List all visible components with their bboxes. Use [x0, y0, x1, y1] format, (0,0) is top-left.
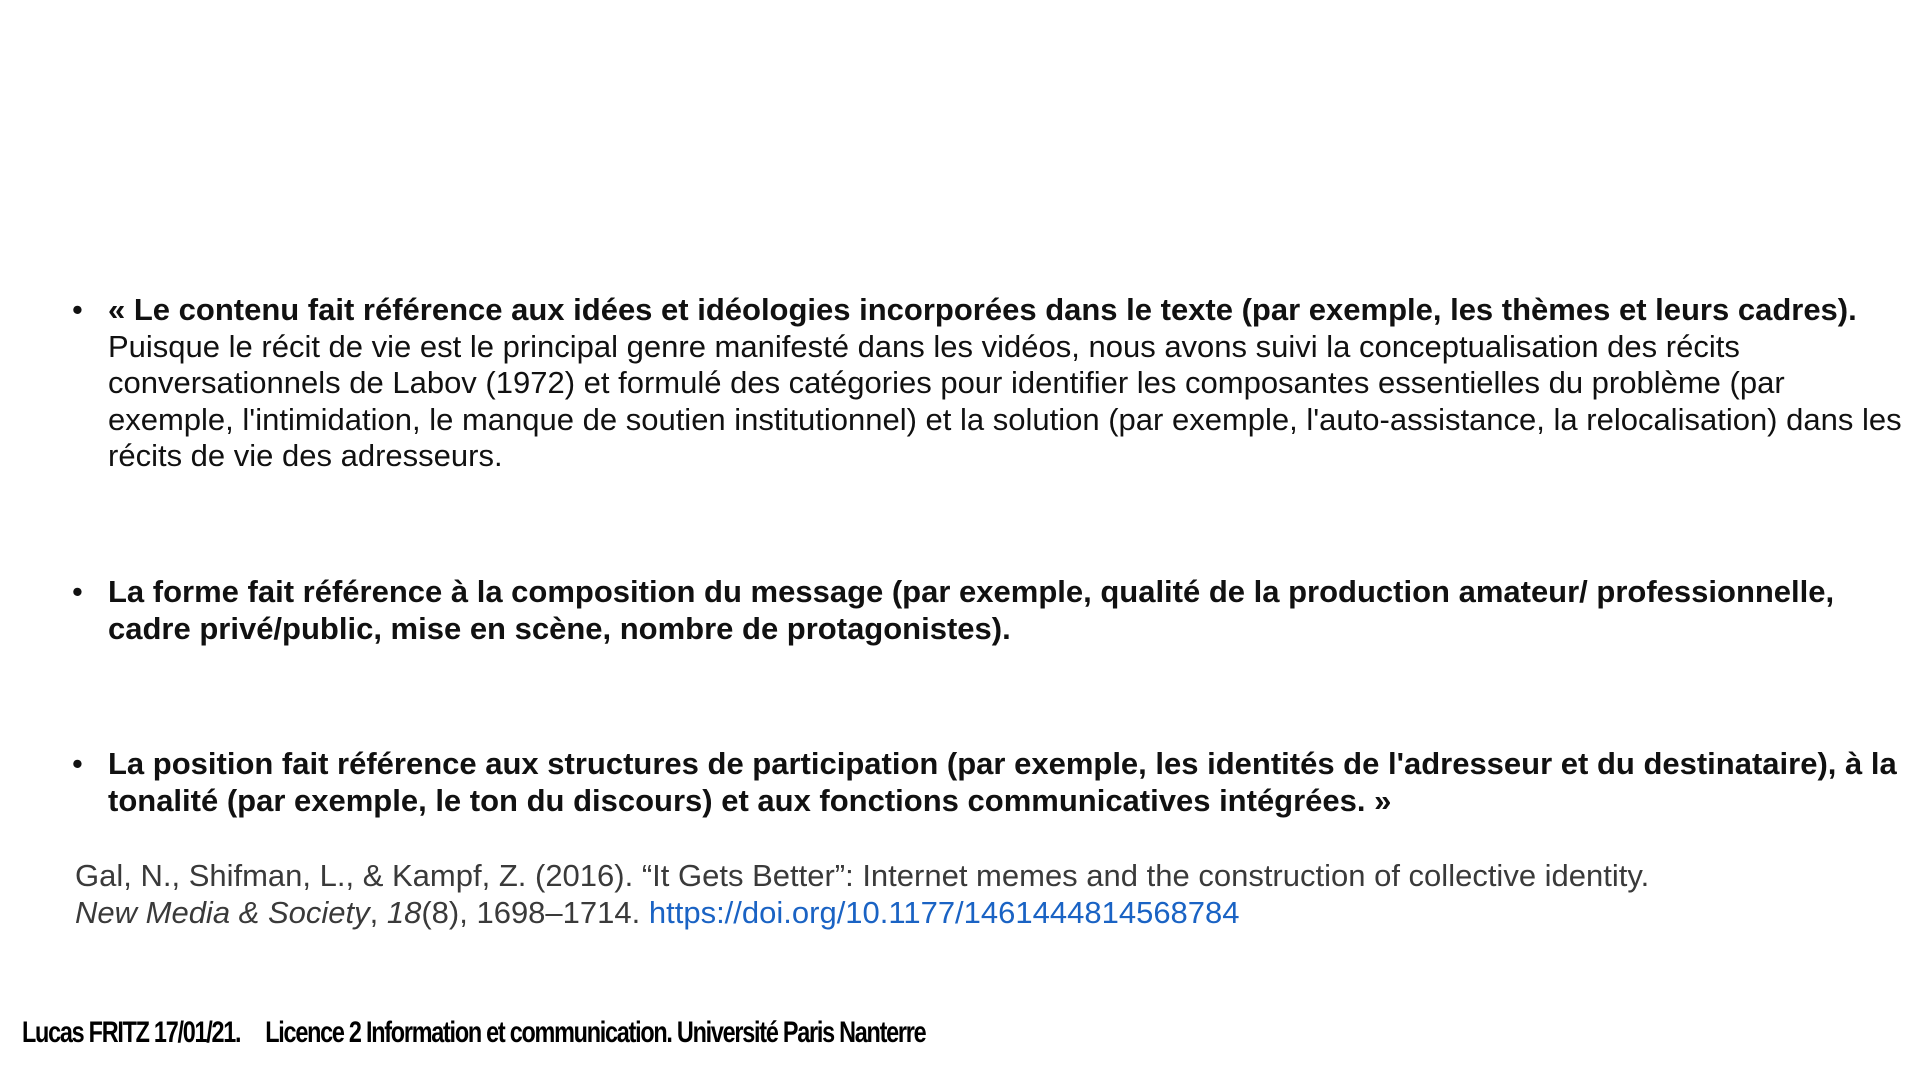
citation-volume: 18 [386, 895, 422, 930]
bullet-regular-text: Puisque le récit de vie est le principal genre manifesté dans les vidéos, nous avons suivi la conceptualisation des récits conversationnels de Labov (1972) et formulé des catégories pour identifier les composantes essentielles du problème (par exemple, l'intimidation, le manque de soutien institutionnel) et la solution (par exemple, l'auto-assistance, la relocalisation) dans les récits de vie des adresseurs. [108, 328, 1902, 473]
doi-link[interactable]: https://doi.org/10.1177/1461444814568784 [648, 895, 1240, 930]
bullet-dot-icon: • [72, 574, 83, 609]
bullet-item-forme [72, 574, 1918, 647]
bullet-bold-text: « Le contenu fait référence aux idées et idéologies incorporées dans le texte (par exemple, les thèmes et leurs cadres). [108, 292, 1857, 327]
bullet-bold-text: La forme fait référence à la composition du message (par exemple, qualité de la production amateur/ professionnelle, cadre privé/public, mise en scène, nombre de protagonistes). [108, 574, 1835, 646]
citation-issue-pages: (8), 1698–1714. [421, 895, 649, 930]
citation-authors-title: Gal, N., Shifman, L., & Kampf, Z. (2016). “It Gets Better”: Internet memes and the construction of collective identity. [75, 858, 1650, 893]
footer-credits [22, 1016, 925, 1050]
bullet-bold-text: La position fait référence aux structures de participation (par exemple, les identités de l'adresseur et du destinataire), à la tonalité (par exemple, le ton du discours) et aux fonctions communicatives intégrées. » [108, 746, 1897, 818]
footer-author-date: Lucas FRITZ 17/01/21. [22, 1016, 241, 1049]
citation-separator: , [369, 895, 387, 930]
citation-journal: New Media & Society [75, 895, 370, 930]
footer-course: Licence 2 Information et communication. Université Paris Nanterre [265, 1016, 926, 1049]
bullet-item-contenu [72, 292, 1918, 475]
bullet-dot-icon: • [72, 292, 83, 327]
bullet-item-position [72, 746, 1918, 819]
bullet-dot-icon: • [72, 746, 83, 781]
citation-reference [75, 857, 1875, 931]
